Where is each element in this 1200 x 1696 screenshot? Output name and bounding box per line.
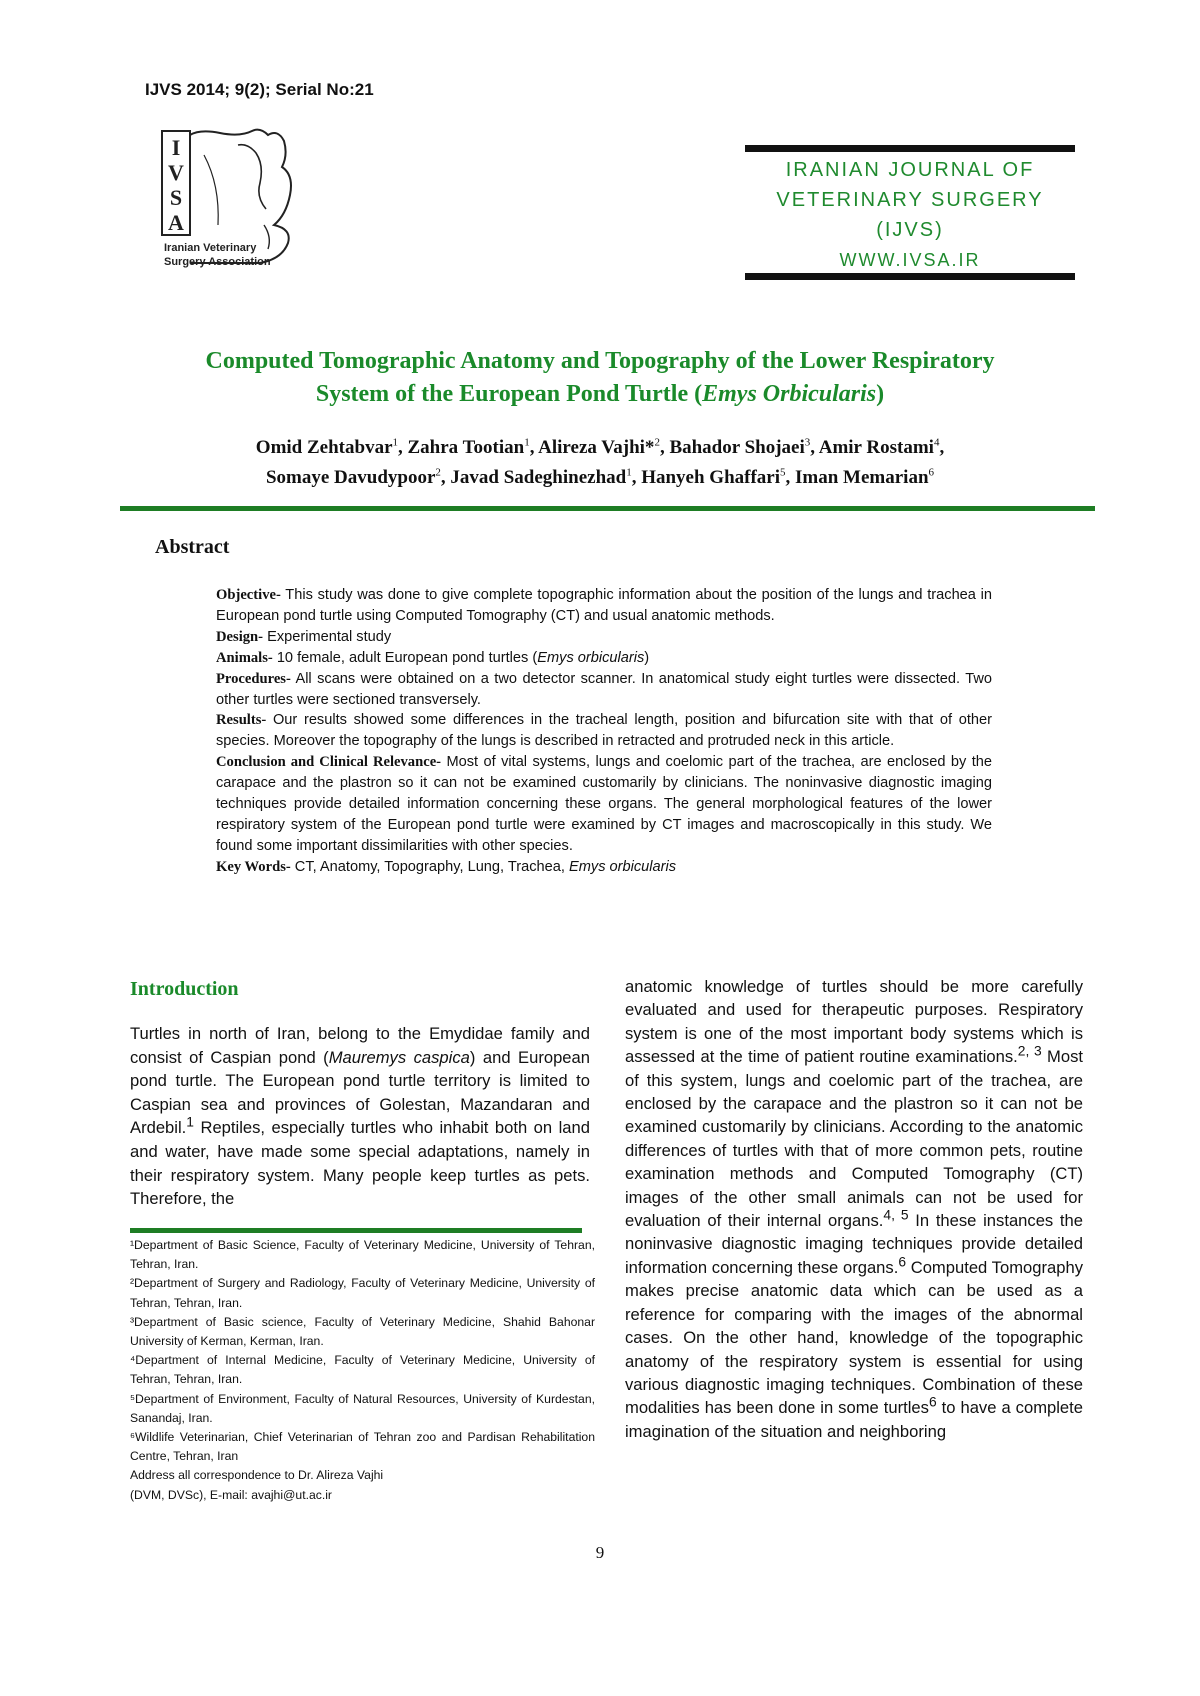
logo-letter-a: A [168, 210, 184, 235]
page-number: 9 [595, 1543, 605, 1562]
footnote-2: ²Department of Surgery and Radiology, Faculty of Veterinary Medicine, University of Tehran, Tehran, Iran. [130, 1276, 595, 1310]
footnote-6: ⁶Wildlife Veterinarian, Chief Veterinarian of Tehran zoo and Pardisan Rehabilitation Centre, Tehran, Iran [130, 1430, 595, 1464]
abstract-procedures [216, 669, 992, 711]
author-separator: , [659, 437, 670, 458]
keywords-label: Key Words- [216, 858, 291, 875]
author-affiliation-ref: 5 [780, 466, 786, 479]
journal-website[interactable]: WWW.IVSA.IR [839, 250, 981, 270]
intro-p2-text-b: Most of this system, lungs and coelomic part of the trachea, are enclosed by the carapace and the plastron so it can not be examined customarily by clinicians. According to the anatomic differences of turtles with that of more common pets, routine examination methods and Computed Tomography (CT) images of the other small animals can not be used for evaluation of their internal organs. [625, 1047, 1083, 1231]
animals-end: ) [644, 649, 650, 666]
title-line-2 [120, 378, 1080, 411]
abstract-heading: Abstract [155, 536, 230, 558]
author-separator: , [398, 437, 408, 458]
author-name: Zahra Tootian [407, 437, 525, 458]
author-affiliation-ref: 3 [804, 436, 811, 449]
title-divider [120, 506, 1095, 511]
design-text: Experimental study [263, 628, 392, 645]
author-name: Iman Memarian [795, 467, 929, 488]
citation-ref: 4, 5 [883, 1206, 909, 1223]
abstract-objective [216, 585, 992, 627]
author-name: Somaye Davudypoor [265, 467, 436, 488]
procedures-label: Procedures- [216, 670, 291, 687]
intro-column-left [130, 1022, 590, 1211]
footnote-divider [130, 1228, 582, 1233]
author-affiliation-ref: 2 [435, 466, 441, 479]
journal-name [745, 155, 1075, 275]
procedures-text: All scans were obtained on a two detector scanner. In anatomical study eight turtles were dissected. Two other turtles were sectioned transversely. [216, 670, 992, 708]
intro-p2-text-d: Computed Tomography makes precise anatomic data which can be used as a reference for comparing with the images of the abnormal cases. On the other hand, knowledge of the topographic anatomy of the respiratory system is essential for using various diagnostic imaging techniques. Combination of these modalities has been done in some turtles [625, 1257, 1083, 1418]
intro-paragraph-2 [625, 975, 1083, 1443]
logo-letter-s: S [169, 185, 183, 210]
intro-p2-text-a: anatomic knowledge of turtles should be more carefully evaluated and used for therapeutic purposes. Respiratory system is one of the most important body systems which is assessed at the time of patient routine examinations. [625, 977, 1083, 1067]
intro-column-right [625, 975, 1083, 1443]
author-separator: , [529, 437, 539, 458]
logo-graphic [160, 125, 320, 285]
author-separator: , [939, 437, 945, 458]
footnote-3: ³Department of Basic science, Faculty of Veterinary Medicine, Shahid Bahonar University of Kerman, Kerman, Iran. [130, 1314, 595, 1349]
abstract-results [216, 710, 992, 752]
journal-line-1: IRANIAN JOURNAL OF [785, 159, 1035, 181]
animals-species: Emys orbicularis [537, 649, 645, 666]
logo-letter-v: V [168, 160, 184, 185]
animals-label: Animals- [216, 649, 273, 666]
author-affiliation-ref: 1 [392, 436, 398, 449]
title-line-1: Computed Tomographic Anatomy and Topography of the Lower Respiratory [205, 348, 995, 374]
abstract-conclusion [216, 752, 992, 857]
intro-species-caspica: Mauremys caspica [328, 1047, 470, 1067]
author-affiliation-ref: 6 [928, 466, 935, 479]
objective-text: This study was done to give complete topographic information about the position of the lungs and trachea in European pond turtle using Computed Tomography (CT) and usual anatomic methods. [216, 587, 992, 624]
footnote-1: ¹Department of Basic Science, Faculty of Veterinary Medicine, University of Tehran, Tehran, Iran. [130, 1238, 595, 1272]
correspondence-line: Address all correspondence to Dr. Alireza Vajhi [130, 1468, 384, 1483]
results-label: Results- [216, 712, 267, 729]
article-title [120, 345, 1080, 411]
abstract-design [216, 627, 992, 648]
author-affiliation-ref: 1 [524, 436, 530, 449]
citation-ref: 2, 3 [1017, 1042, 1042, 1059]
title-species: Emys Orbicularis [702, 381, 877, 407]
intro-p1-text-b: ) and European pond turtle. The European pond turtle territory is limited to Caspian sea and provinces of Golestan, Mazandaran and Ardebil. [130, 1047, 590, 1138]
journal-line-2: VETERINARY SURGERY [776, 189, 1044, 211]
author-list [120, 433, 1080, 493]
author-separator: , [810, 437, 819, 458]
author-affiliation-ref: 4 [933, 436, 940, 449]
footnote-5: ⁵Department of Environment, Faculty of Natural Resources, University of Kurdestan, Sanandaj, Iran. [130, 1391, 595, 1425]
author-affiliation-ref: 1 [626, 466, 632, 479]
author-separator: , [440, 467, 451, 488]
keywords-text: CT, Anatomy, Topography, Lung, Trachea, [290, 858, 569, 875]
correspondence-email[interactable]: (DVM, DVSc), E-mail: avajhi@ut.ac.ir [130, 1487, 332, 1502]
abstract-body [216, 585, 992, 878]
footnote-4: ⁴Department of Internal Medicine, Faculty of Veterinary Medicine, University of Tehran, Tehran, Iran. [130, 1353, 595, 1387]
author-affiliation-ref: 2 [654, 436, 660, 449]
citation-ref: 6 [898, 1253, 907, 1270]
author-name: Bahador Shojaei [669, 437, 805, 458]
journal-line-3: (IJVS) [876, 219, 944, 241]
intro-p2-text-c: In these instances the noninvasive diagnostic imaging techniques provide detailed information concerning these organs. [625, 1211, 1084, 1277]
logo-caption-2: Surgery Association [164, 256, 271, 268]
journal-reference: IJVS 2014; 9(2); Serial No:21 [145, 80, 374, 99]
objective-label: Objective- [216, 587, 281, 603]
introduction-heading: Introduction [130, 978, 239, 1000]
footnotes [130, 1236, 595, 1505]
author-name: Amir Rostami [818, 437, 934, 458]
abstract-keywords [216, 857, 992, 878]
author-name: Alireza Vajhi* [538, 437, 655, 458]
author-separator: , [785, 467, 796, 488]
author-name: Omid Zehtabvar [255, 437, 393, 458]
masthead-bottom-bar [745, 273, 1075, 280]
animals-text: 10 female, adult European pond turtles ( [272, 649, 538, 666]
intro-p1-text-c: Reptiles, especially turtles who inhabit both on land and water, have made some special adaptations, namely in their respiratory system. Many people keep turtles as pets. Therefore, the [130, 1118, 590, 1209]
abstract-animals [216, 648, 992, 669]
results-text: Our results showed some differences in the tracheal length, position and bifurcation site with that of other species. Moreover the topography of the lungs is described in retracted and protruded neck in this article. [216, 712, 992, 750]
design-label: Design- [216, 628, 264, 645]
citation-ref: 6 [928, 1393, 937, 1410]
keywords-species: Emys orbicularis [569, 858, 677, 875]
intro-p2-text-e: to have a complete imagination of the situation and neighboring [625, 1398, 1083, 1441]
intro-paragraph-1 [130, 1022, 590, 1211]
author-separator: , [631, 467, 642, 488]
conclusion-text: Most of vital systems, lungs and coelomic part of the trachea, are enclosed by the carapace and the plastron so it can not be examined customarily by clinicians. The noninvasive diagnostic imaging techniques provide detailed information concerning these organs. The general morphological features of the lower respiratory system of the European pond turtle were examined by CT images and macroscopically in this study. We found some important dissimilarities with other species. [216, 754, 992, 854]
logo-letter-i: I [171, 135, 181, 160]
conclusion-label: Conclusion and Clinical Relevance- [216, 754, 442, 771]
title-line-2-end: ) [876, 381, 885, 407]
author-name: Javad Sadeghinezhad [450, 467, 627, 488]
journal-masthead [745, 145, 1075, 280]
logo-caption-1: Iranian Veterinary [164, 242, 257, 254]
author-name: Hanyeh Ghaffari [641, 467, 781, 488]
ivsa-logo [160, 125, 320, 285]
citation-ref: 1 [186, 1113, 194, 1130]
title-line-2-text: System of the European Pond Turtle ( [315, 381, 703, 407]
intro-p1-text-a: Turtles in north of Iran, belong to the Emydidae family and consist of Caspian pond ( [130, 1024, 590, 1067]
masthead-top-bar [745, 145, 1075, 152]
